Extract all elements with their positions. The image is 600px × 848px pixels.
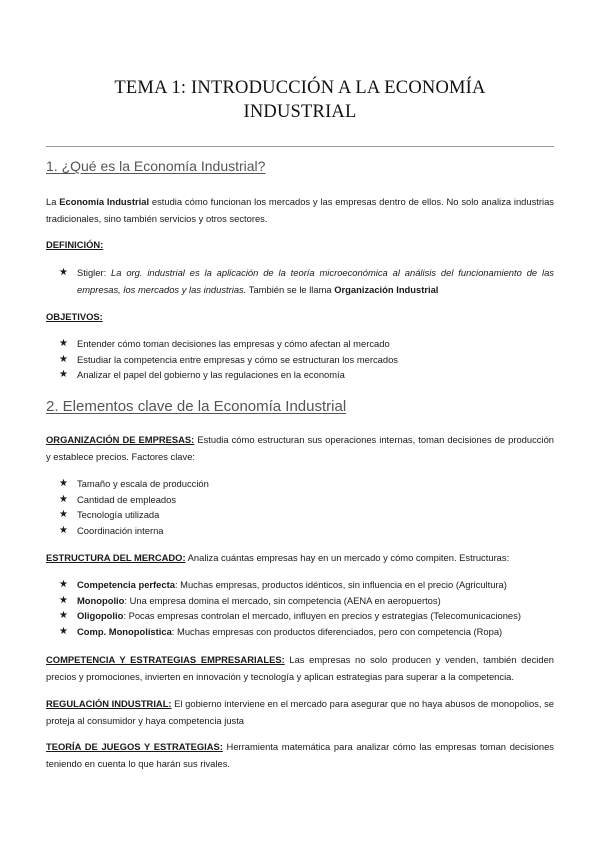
org-factors-list bbox=[59, 476, 554, 538]
definition-label: DEFINICIÓN: bbox=[46, 239, 104, 250]
star-bullet-icon: ★ bbox=[59, 267, 68, 278]
title-line-1: TEMA 1: INTRODUCCIÓN A LA ECONOMÍA bbox=[114, 78, 486, 98]
definition-list bbox=[59, 264, 554, 298]
regulation-paragraph: REGULACIÓN INDUSTRIAL: El gobierno interviene en el mercado para asegurar que no haya abusos de monopolios, se proteja al consumidor y haya competencia justa bbox=[46, 698, 554, 726]
list-item: ★ Cantidad de empleados bbox=[59, 492, 554, 508]
objectives-label: OBJETIVOS: bbox=[46, 311, 103, 322]
section-2-heading: 2. Elementos clave de la Economía Industrial bbox=[46, 398, 347, 415]
star-bullet-icon: ★ bbox=[59, 353, 68, 365]
star-bullet-icon: ★ bbox=[59, 478, 68, 489]
market-paragraph: ESTRUCTURA DEL MERCADO: Analiza cuántas empresas hay en un mercado y cómo compiten. Estructuras: bbox=[46, 552, 510, 563]
list-item: ★ Tamaño y escala de producción bbox=[59, 476, 554, 492]
star-bullet-icon: ★ bbox=[59, 625, 68, 637]
document-title bbox=[40, 76, 560, 124]
star-bullet-icon: ★ bbox=[59, 369, 68, 380]
list-item: ★ Coordinación interna bbox=[59, 523, 554, 539]
list-item: ★ Analizar el papel del gobierno y las regulaciones en la economía bbox=[59, 367, 554, 383]
title-line-2: INDUSTRIAL bbox=[243, 102, 357, 122]
star-bullet-icon: ★ bbox=[59, 338, 68, 349]
game-theory-paragraph: TEORÍA DE JUEGOS Y ESTRATEGIAS: Herramienta matemática para analizar cómo las empresas toman decisiones teniendo en cuenta lo que harán sus rivales. bbox=[46, 741, 554, 769]
star-bullet-icon: ★ bbox=[59, 509, 68, 520]
star-bullet-icon: ★ bbox=[59, 493, 68, 505]
star-bullet-icon: ★ bbox=[59, 610, 68, 621]
list-item: ★ Comp. Monopolística: Muchas empresas con productos diferenciados, pero con competencia (Ropa) bbox=[59, 624, 554, 640]
star-bullet-icon: ★ bbox=[59, 594, 68, 606]
section-1-heading: 1. ¿Qué es la Economía Industrial? bbox=[46, 158, 266, 174]
market-structures-list bbox=[59, 577, 554, 639]
list-item: ★ Estudiar la competencia entre empresas y cómo se estructuran los mercados bbox=[59, 352, 554, 368]
list-item: ★ Competencia perfecta: Muchas empresas, productos idénticos, sin influencia en el precio (Agricultura) bbox=[59, 577, 554, 593]
list-item: ★ Entender cómo toman decisiones las empresas y cómo afectan al mercado bbox=[59, 336, 554, 352]
star-bullet-icon: ★ bbox=[59, 579, 68, 590]
list-item: ★ Tecnología utilizada bbox=[59, 507, 554, 523]
definition-item: ★ Stigler: La org. industrial es la aplicación de la teoría microeconómica al análisis del funcionamiento de las empresas, los mercados y las industrias. También se le llama Organización Industrial bbox=[59, 264, 554, 298]
star-bullet-icon: ★ bbox=[59, 524, 68, 536]
list-item: ★ Oligopolio: Pocas empresas controlan el mercado, influyen en precios y estrategias (Telecomunicaciones) bbox=[59, 608, 554, 624]
intro-paragraph: La Economía Industrial estudia cómo funcionan los mercados y las empresas dentro de ellos. No solo analiza industrias tradicionales, sino también servicios y otros sectores. bbox=[46, 196, 554, 224]
competition-paragraph: COMPETENCIA Y ESTRATEGIAS EMPRESARIALES: Las empresas no solo producen y venden, también deciden precios y promociones, invierten en innovación y tecnología y aplican estrategias para superar a la competencia. bbox=[46, 654, 554, 682]
title-divider bbox=[46, 146, 554, 147]
org-paragraph: ORGANIZACIÓN DE EMPRESAS: Estudia cómo estructuran sus operaciones internas, toman decisiones de producción y establece precios. Factores clave: bbox=[46, 434, 554, 462]
objectives-list bbox=[59, 336, 554, 383]
list-item: ★ Monopolio: Una empresa domina el mercado, sin competencia (AENA en aeropuertos) bbox=[59, 593, 554, 609]
